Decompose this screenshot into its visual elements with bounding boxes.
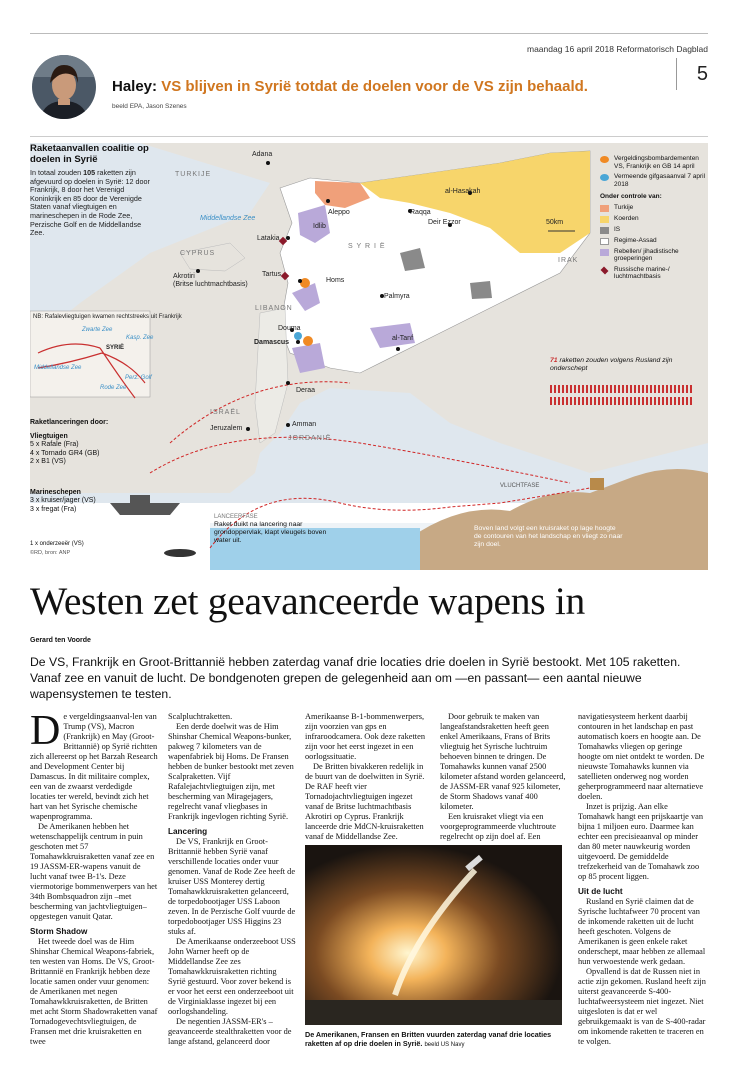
intro-post: raketten zijn afgevuurd op doelen in Syrië: 12 door Frankrijk, 8 door het Verenigd Koninkrijk en 85 door de Verenigde Staten vanaf vliegtuigen en marineschepen in de Rode Zee, Perzische Golf en de Middellandse Zee. [30, 168, 150, 238]
paragraph: Het tweede doel was de Him Shinshar Chemical Weapons-fabriek, ten westen van Homs. De VS, Groot-Brittannië en Frankrijk hebben deze locatie samen onder vuur genomen: de Amerikanen met negen Tomahawkkruisraketten, de Britten met acht Storm Shadowraketten vanaf Tornadogevechtsvliegtuigen, de Fransen met drie kruisraketten en twee [30, 937, 158, 1046]
legend-label: Russische marine-/ luchtmachtbasis [614, 265, 670, 280]
column-1 [30, 708, 158, 1047]
label-turkije: TURKIJE [175, 171, 212, 178]
plane-item: 2 x B1 (VS) [30, 458, 66, 465]
label-deraa: Deraa [296, 387, 316, 394]
label-med: Middellandse Zee [200, 215, 256, 222]
sub-item: 1 x onderzeeër (VS) [30, 541, 84, 547]
headline: Westen zet geavanceerde wapens in [30, 579, 585, 623]
inset-med: Middellandse Zee [34, 365, 82, 371]
plane-item: 4 x Tornado GR4 (GB) [30, 449, 100, 457]
paragraph: Scalpluchtraketten. [168, 712, 233, 721]
intro-number: 105 [83, 168, 96, 177]
label-palmyra: Palmyra [384, 293, 410, 300]
paragraph [30, 708, 158, 822]
swatch-regime [600, 238, 609, 245]
paper-name: Reformatorisch Dagblad [616, 44, 708, 54]
paragraph: Door gebruik te maken van langeafstandsraketten heeft geen enkel Amerikaans, Frans of Brits vliegtuig het Syrische luchtruim behoeven binnen te dringen. De Tomahawks kunnen vanaf 2500 kilometer afstand worden gelanceerd, de JASSM-ER vanaf 925 kilometer, de Storm Shadows vanaf 400 kilometer. [440, 712, 566, 811]
ship-item: 3 x kruiser/jager (VS) [30, 497, 96, 504]
teaser-name: Haley: [112, 78, 158, 95]
inset-red-sea: Rode Zee [100, 385, 127, 391]
swatch-koerden [600, 216, 609, 223]
flight-phase-title: VLUCHTFASE [500, 483, 540, 489]
label-altanf: al-Tanf [392, 335, 414, 342]
legend-label: Turkije [614, 203, 634, 211]
paragraph: De VS, Frankrijk en Groot-Brittannië hebben Syrië vanaf verschillende locaties onder vuur genomen. Vanaf de Rode Zee heeft de kruiser USS Monterey dertig Tomahawkkruisraketten gelanceerd, de torpedobootjager USS Laboon zeven. In de Perzische Golf vuurde de torpedobootjager USS Higgins 23 stuks af. [168, 837, 296, 936]
legend-label: IS [614, 225, 621, 233]
caption-text: De Amerikanen, Fransen en Britten vuurden zaterdag vanaf drie locaties raketten af op drie doelen in Syrië. [305, 1030, 552, 1048]
teaser-rule [30, 136, 708, 137]
label-adana: Adana [252, 151, 273, 158]
teaser-headline[interactable] [112, 78, 588, 95]
caption-credit: beeld US Navy [424, 1042, 465, 1048]
graphic-intro [30, 143, 150, 238]
label-akrotiri: Akrotiri [173, 273, 195, 280]
legend-label: Rebellen/ jihadistische groeperingen [614, 247, 679, 262]
legend [600, 155, 708, 284]
byline: Gerard ten Voorde [30, 637, 91, 644]
ship-item: 3 x fregat (Fra) [30, 505, 77, 513]
dropcap: D [30, 708, 61, 754]
label-raqqa: Raqqa [410, 209, 431, 216]
intercept-number: 71 [550, 357, 558, 364]
launch-phase-text: Raket duikt na lancering naar grondoppervlak, klapt vleugels boven water uit. [214, 521, 327, 544]
label-idlib: Idlib [313, 223, 326, 230]
launch-list [30, 419, 150, 557]
label-libanon: LIBANON [255, 305, 293, 312]
intercept-note [550, 357, 700, 373]
label-damascus: Damascus [254, 339, 290, 346]
top-rule [30, 33, 708, 34]
label-amman: Amman [292, 421, 317, 428]
launch-phase [214, 513, 334, 545]
graphic-intro-text [30, 169, 150, 238]
gas-icon [600, 174, 609, 181]
paragraph: navigatiesysteem herkent daarbij contouren in het landschap en past automatisch koers en hoogte aan. De Tomahawks vliegen op geringe hoogte om niet ontdekt te worden. De nieuwste Tomahawks kunnen via satellieten onderweg nog worden geherprogrammeerd naar alternatieve doelen. [578, 712, 705, 801]
launch-phase-title: LANCEERFASE [214, 514, 258, 520]
launch-title: Raketlanceringen door: [30, 419, 109, 426]
intercept-text: raketten zouden volgens Rusland zijn onderschept [550, 357, 673, 372]
legend-label: Regime-Assad [614, 236, 657, 244]
plane-item: 5 x Rafale (Fra) [30, 441, 79, 448]
legend-label: Koerden [614, 214, 639, 222]
teaser-quote: VS blijven in Syrië totdat de doelen voor de VS zijn behaald. [161, 78, 588, 95]
paragraph: Een kruisraket vliegt via een voorgeprogrammeerde vluchtroute regelrecht op zijn doel af. Een [440, 812, 556, 841]
graphic-title: Raketaanvallen coalitie op doelen in Syrië [30, 143, 149, 165]
date: maandag 16 april 2018 [527, 44, 614, 54]
swatch-is [600, 227, 609, 234]
paragraph: Amerikaanse B-1-bommenwerpers, zijn voorzien van gps en infraroodcamera. Ook deze raketten zijn voor het eerst ingezet in een oorlogssituatie. [305, 712, 425, 761]
legend-control-title: Onder controle van: [600, 193, 662, 200]
label-cyprus: CYPRUS [180, 250, 216, 257]
flight-phase-text: Boven land volgt een kruisraket op lage hoogte de contouren van het landschap en vliegt zo naar zijn doel. [474, 525, 623, 548]
paragraph: Opvallend is dat de Russen niet in actie zijn gekomen. Rusland heeft zijn uiterst geavanceerde S-400-luchtafweersysteem niet ingezet. Niet uitgesloten is dat er wel gebruikgemaakt is van de S-400-radar om inkomende raketten te traceren en te volgen. [578, 967, 706, 1046]
planes-title: Vliegtuigen [30, 432, 68, 440]
label-jeruzalem: Jeruzalem [210, 425, 243, 432]
label-hasakah: al-Hasakah [445, 188, 481, 195]
column-4 [440, 712, 568, 842]
swatch-turkije [600, 205, 609, 212]
paragraph: Rusland en Syrië claimen dat de Syrische luchtafweer 70 procent van de inkomende raketten uit de lucht heeft geschoten. Volgens de Amerikanen is geen enkele raket onderschept, maar hebben ze allemaal hun verwoestende werk gedaan. [578, 897, 706, 966]
label-latakia: Latakia [257, 235, 280, 242]
infographic [30, 143, 708, 570]
label-deirezzor: Deir Ezzor [428, 219, 461, 226]
inset-black-sea: Zwarte Zee [82, 327, 113, 333]
legend-gas [600, 173, 708, 188]
label-jordanie: JORDANIË [288, 435, 332, 442]
inset-syria: SYRIË [106, 345, 125, 351]
dateline [527, 44, 708, 54]
legend-retaliation [600, 155, 708, 170]
subheading: Uit de lucht [578, 887, 623, 896]
graphic-source: ©RD, bron: ANP [30, 549, 71, 556]
subheading: Storm Shadow [30, 927, 88, 936]
inset-caspian: Kasp. Zee [126, 335, 154, 341]
photo-caption [305, 1030, 562, 1050]
column-5 [578, 712, 706, 1047]
label-akrotiri-base: (Britse luchtmachtbasis) [173, 281, 248, 288]
label-douma: Douma [278, 325, 301, 332]
portrait-photo [32, 55, 96, 119]
column-2 [168, 712, 296, 1047]
paragraph: De Amerikaanse onderzeeboot USS John Warner heeft op de Middellandse Zee zes Tomahawkkruisraketten richting Syrië gestuurd. Voor zover bekend is er voor het eerst een onderzeeboot uit de Virginiaklasse ingezet bij een oorlogshandeling. [168, 937, 296, 1016]
subheading: Lancering [168, 827, 208, 836]
paragraph: De negentien JASSM-ER's –geavanceerde stealthraketten voor de lange afstand, gelanceerd door [168, 1017, 292, 1046]
paragraph: Inzet is prijzig. Aan elke Tomahawk hangt een prijskaartje van bijna 1 miljoen euro. Daarmee kan echter een precisieaanval op minder dan 80 meter nauwkeurig worden uitgevoerd. De gemiddelde trefzekerheid van de Tomahawk zoo op 85 procent liggen. [578, 802, 703, 881]
inset-note: NB: Rafalevliegtuigen kwamen rechtstreeks uit Frankrijk [33, 314, 182, 320]
label-tartus: Tartus [262, 271, 282, 278]
paragraph: De Britten bivakkeren redelijk in de buurt van de doelwitten in Syrië. De RAF heeft vier Tornadojachtvliegtuigen ingezet vanaf de Britse luchtmachtbasis Akrotiri op Cyprus. Frankrijk lanceerde drie MdCN-kruisraketten vanaf de Middellandse Zee. [305, 762, 425, 841]
col1-p1: e vergeldingsaanval-len van Trump (VS), Macron (Frankrijk) en May (Groot-Brittannië) op Syrië richtten zich allereerst op het Barzah Research and Development Center bij Damascus. In dit militaire complex, een van de zwaarst verdedigde locaties ter wereld, bevindt zich het hart van het Syrische chemische wapenprogramma. [30, 712, 158, 821]
legend-gas-label: Vermeende gifgasaanval 7 april 2018 [614, 173, 706, 188]
page-number: 5 [676, 58, 708, 90]
intro-pre: In totaal zouden [30, 168, 84, 177]
inset-gulf: Perz. Golf [125, 375, 152, 381]
missile-launch-photo [305, 845, 562, 1025]
russian-base-icon [601, 266, 609, 274]
paragraph: Een derde doelwit was de Him Shinshar Chemical Weapons-bunker, pakweg 7 kilometers van de wapenfabriek bij Homs. De Fransen hebben de bunker bestookt met zeven Scalpraketten. Vijf Rafalejachtvliegtuigen zijn, met bescherming van Miragejagers, regelrecht vanaf vliegbases in Frankrijk ingevlogen richting Syrië. [168, 722, 294, 821]
label-syrie: S Y R I Ë [348, 243, 386, 250]
paragraph: De Amerikanen hebben het wetenschappelijk centrum in puin geschoten met 57 Tomahawkkruisraketten vanaf zee en 19 JASSM-ER-wapens vanuit de lucht vanaf twee B-1's. Deze viermotorige bommenwerpers van het 34th Bombsquadron zijn –met bescherming van jachtvliegtuigen– opgestegen vanuit Qatar. [30, 822, 158, 921]
lede: De VS, Frankrijk en Groot-Brittannië hebben zaterdag vanaf drie locaties drie doelen in Syrië bestookt. Met 105 raketten. Vanaf zee en vanuit de lucht. De bondgenoten grepen de gelegenheid aan om —en passant— een aantal nieuwe wapensystemen te testen. [30, 655, 681, 701]
label-israel: ISRAËL [210, 409, 241, 416]
column-3 [305, 712, 433, 842]
swatch-rebellen [600, 249, 609, 256]
label-irak: IRAK [558, 257, 579, 264]
label-homs: Homs [326, 277, 345, 284]
scale-label: 50km [546, 219, 564, 226]
explosion-icon [600, 156, 609, 163]
label-aleppo: Aleppo [328, 209, 350, 216]
legend-retaliation-label: Vergeldingsbombardementen VS, Frankrijk en GB 14 april [614, 155, 699, 170]
teaser-credit: beeld EPA, Jason Szenes [112, 103, 187, 110]
ships-title: Marineschepen [30, 488, 81, 496]
